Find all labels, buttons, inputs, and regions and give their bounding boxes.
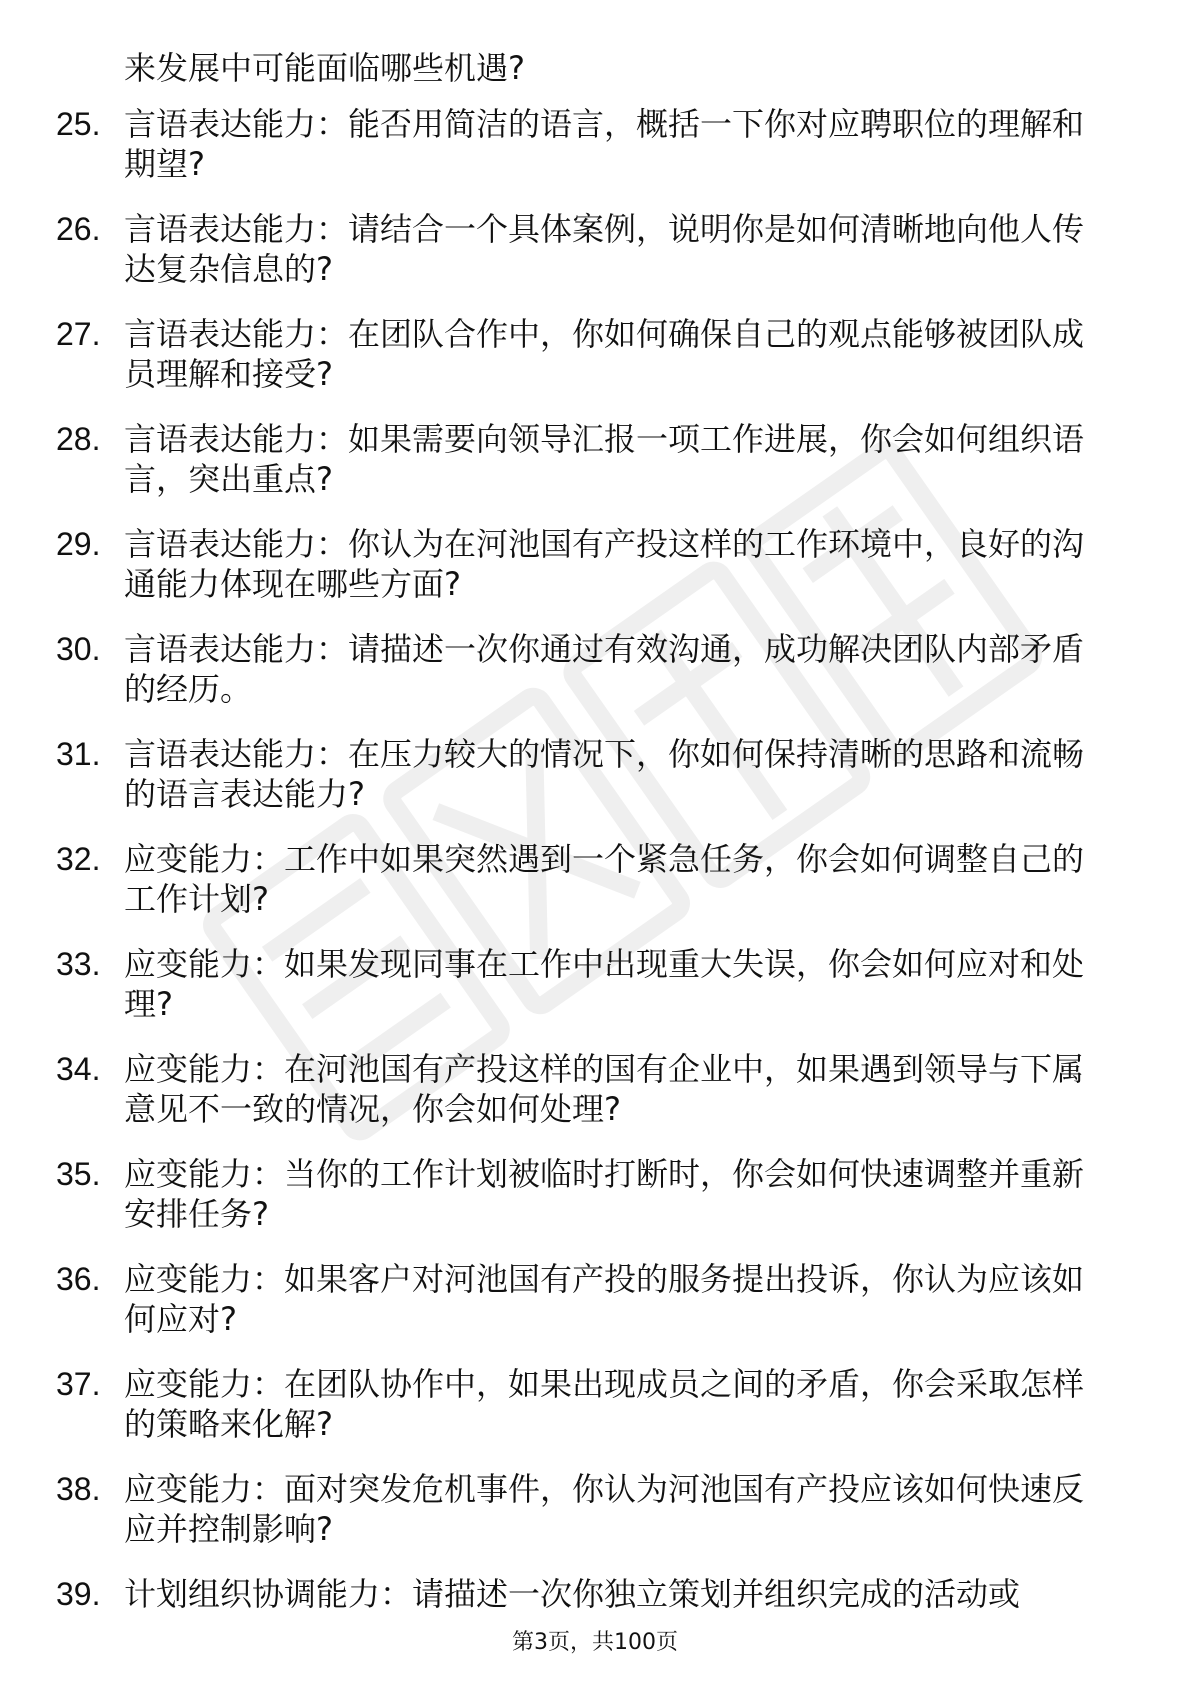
question-number: 37.	[56, 1366, 101, 1402]
question-number: 36.	[56, 1261, 101, 1297]
list-item	[56, 524, 1106, 604]
question-text: 应变能力：如果客户对河池国有产投的服务提出投诉，你认为应该如何应对?	[124, 1260, 1085, 1338]
list-item	[56, 419, 1106, 499]
question-text: 言语表达能力：能否用简洁的语言，概括一下你对应聘职位的理解和期望?	[124, 105, 1085, 183]
continuation-text: 来发展中可能面临哪些机遇?	[124, 49, 525, 87]
question-text: 言语表达能力：请结合一个具体案例，说明你是如何清晰地向他人传达复杂信息的?	[124, 210, 1085, 288]
question-text: 应变能力：在河池国有产投这样的国有企业中，如果遇到领导与下属意见不一致的情况，你会如何处理?	[124, 1050, 1085, 1128]
question-number: 25.	[56, 106, 101, 142]
question-number: 29.	[56, 526, 101, 562]
list-item	[56, 1364, 1106, 1444]
question-number: 31.	[56, 736, 101, 772]
question-text: 应变能力：工作中如果突然遇到一个紧急任务，你会如何调整自己的工作计划?	[124, 840, 1085, 918]
question-text: 言语表达能力：在压力较大的情况下，你如何保持清晰的思路和流畅的语言表达能力?	[124, 735, 1085, 813]
question-text: 言语表达能力：如果需要向领导汇报一项工作进展，你会如何组织语言，突出重点?	[124, 420, 1085, 498]
list-item	[56, 209, 1106, 289]
question-text: 言语表达能力：请描述一次你通过有效沟通，成功解决团队内部矛盾的经历。	[124, 630, 1085, 708]
list-item	[56, 1574, 1106, 1614]
question-number: 34.	[56, 1051, 101, 1087]
list-item	[56, 314, 1106, 394]
question-number: 33.	[56, 946, 101, 982]
question-text: 应变能力：当你的工作计划被临时打断时，你会如何快速调整并重新安排任务?	[124, 1155, 1085, 1233]
page-footer: 第3页，共100页	[512, 1630, 678, 1655]
question-number: 30.	[56, 631, 101, 667]
question-text: 言语表达能力：在团队合作中，你如何确保自己的观点能够被团队成员理解和接受?	[124, 315, 1085, 393]
list-item	[56, 104, 1106, 184]
list-item	[56, 629, 1106, 709]
list-item	[56, 1154, 1106, 1234]
question-number: 28.	[56, 421, 101, 457]
question-number: 26.	[56, 211, 101, 247]
list-item	[56, 839, 1106, 919]
list-item	[56, 1469, 1106, 1549]
question-list	[56, 48, 1106, 1639]
list-item	[56, 1049, 1106, 1129]
question-text: 言语表达能力：你认为在河池国有产投这样的工作环境中，良好的沟通能力体现在哪些方面?	[124, 525, 1085, 603]
question-text: 应变能力：如果发现同事在工作中出现重大失误，你会如何应对和处理?	[124, 945, 1085, 1023]
list-item	[56, 734, 1106, 814]
question-text: 计划组织协调能力：请描述一次你独立策划并组织完成的活动或	[124, 1575, 1021, 1613]
question-number: 27.	[56, 316, 101, 352]
question-number: 38.	[56, 1471, 101, 1507]
question-text: 应变能力：面对突发危机事件，你认为河池国有产投应该如何快速反应并控制影响?	[124, 1470, 1085, 1548]
list-item	[56, 1259, 1106, 1339]
question-number: 39.	[56, 1576, 101, 1612]
question-text: 应变能力：在团队协作中，如果出现成员之间的矛盾，你会采取怎样的策略来化解?	[124, 1365, 1085, 1443]
question-number: 35.	[56, 1156, 101, 1192]
list-item	[56, 944, 1106, 1024]
question-number: 32.	[56, 841, 101, 877]
